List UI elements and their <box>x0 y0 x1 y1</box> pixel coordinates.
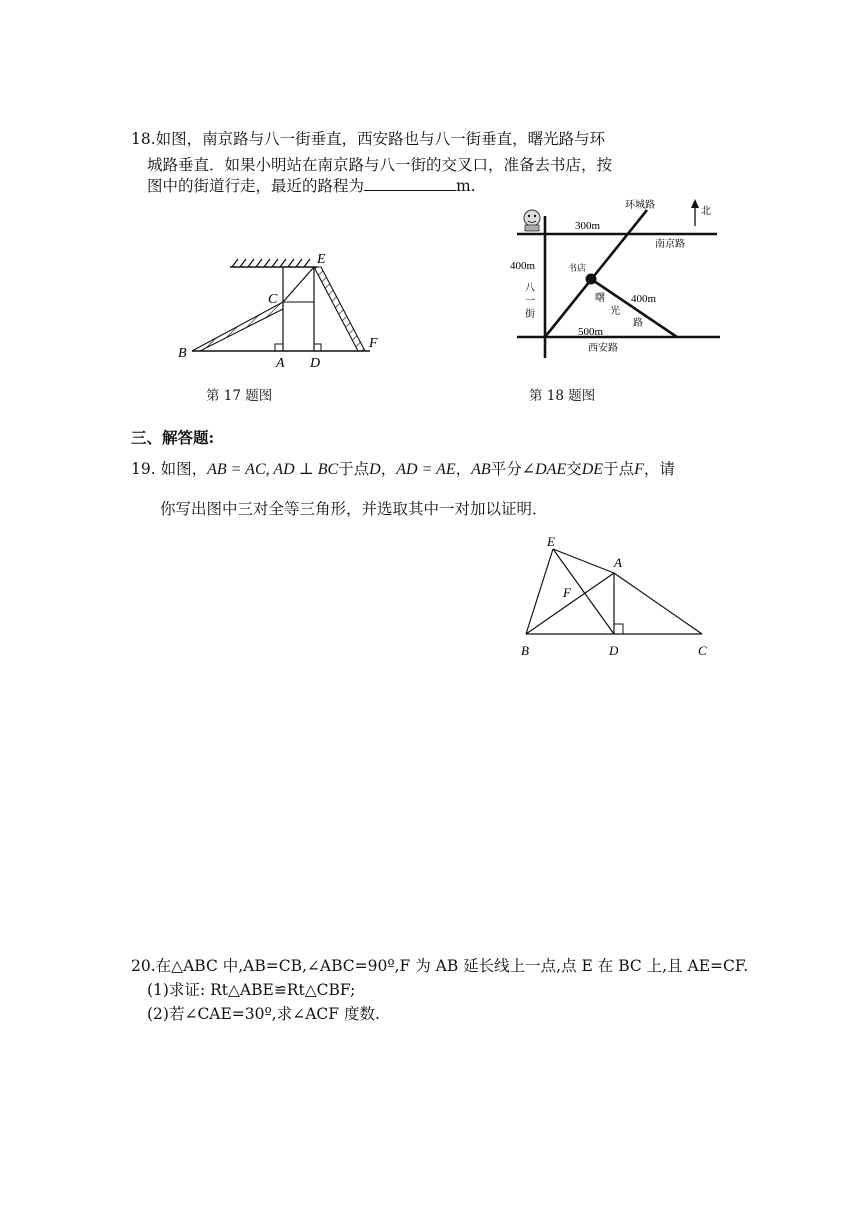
q18-line1: 18.如图，南京路与八一街垂直，西安路也与八一街垂直，曙光路与环 <box>131 130 606 148</box>
q19-math: AB <box>471 461 491 478</box>
q20-line2: (1)求证: Rt△ABE≌Rt△CBF; <box>147 981 356 999</box>
label-e: E <box>547 534 555 549</box>
label-e: E <box>317 252 326 267</box>
label-c: C <box>698 643 707 658</box>
label-shuguang-1: 曙 <box>595 293 605 304</box>
q18-line3-unit: m. <box>456 177 476 195</box>
q19-number: 19. <box>131 460 156 478</box>
label-bookstore: 书店 <box>568 263 587 273</box>
label-bayi-3: 街 <box>525 309 535 320</box>
figure-18-map <box>505 198 735 360</box>
right-angle-d <box>314 344 321 351</box>
q19-text: ， <box>380 460 397 478</box>
q19-line2: 你写出图中三对全等三角形，并选取其中一对加以证明． <box>160 500 548 518</box>
q19-math: F <box>634 461 644 478</box>
ladder-bc <box>192 302 283 351</box>
q19-text: 交 <box>566 460 582 478</box>
q19-text: ，请 <box>643 460 675 478</box>
label-c: C <box>268 292 278 307</box>
label-400m-left: 400m <box>510 260 536 272</box>
right-angle-d <box>614 624 623 634</box>
q18-line2: 城路垂直．如果小明站在南京路与八一街的交叉口，准备去书店，按 <box>147 156 613 174</box>
q19-text: 于点 <box>338 460 370 478</box>
label-f: F <box>369 336 378 351</box>
caption-fig18: 第 18 题图 <box>529 388 596 404</box>
bookstore-marker <box>586 274 597 285</box>
label-500m: 500m <box>578 326 604 338</box>
q18-line3-text: 图中的街道行走，最近的路程为 <box>147 177 365 195</box>
person-icon <box>524 210 540 231</box>
label-f: F <box>563 585 571 600</box>
label-shuguang-2: 光 <box>610 306 620 317</box>
label-north: 北 <box>701 206 711 217</box>
label-bayi-2: 一 <box>525 296 535 307</box>
label-a: A <box>276 356 285 371</box>
label-b: B <box>178 346 187 361</box>
q20-line1: 20.在△ABC 中,AB=CB,∠ABC=90º,F 为 AB 延长线上一点,点 E 在 BC 上,且 AE=CF. <box>131 957 749 975</box>
q19-text: 平分 <box>490 460 522 478</box>
figure-19 <box>510 533 720 663</box>
q19-math: ∠DAE <box>521 461 567 478</box>
label-nanjing-road: 南京路 <box>655 239 685 250</box>
label-d: D <box>609 643 619 658</box>
label-a: A <box>614 555 622 570</box>
label-shuguang-3: 路 <box>633 318 643 329</box>
segment-ab <box>526 573 614 634</box>
q19-text: ， <box>455 460 472 478</box>
segment-ac <box>614 573 702 634</box>
ceiling-hatching <box>232 259 310 267</box>
q19-line1 <box>131 458 675 481</box>
right-angle-a <box>275 344 283 351</box>
label-d: D <box>310 356 321 371</box>
label-ring-road: 环城路 <box>625 200 655 211</box>
section-heading: 三、解答题: <box>131 428 215 447</box>
q19-text: 如图， <box>160 460 208 478</box>
q19-math: AB = AC, AD ⊥ BC <box>207 461 339 478</box>
figure-17 <box>170 245 390 375</box>
segment-ce <box>283 267 314 302</box>
label-300m: 300m <box>575 220 601 232</box>
answer-blank <box>364 176 456 191</box>
q19-math: DE <box>581 461 604 478</box>
ladder-ef <box>314 267 365 351</box>
segment-be <box>526 549 553 634</box>
q18-line3 <box>147 175 476 197</box>
q20-line3: (2)若∠CAE=30º,求∠ACF 度数. <box>147 1005 380 1023</box>
label-xian-road: 西安路 <box>588 343 618 354</box>
q19-math: D <box>369 461 381 478</box>
q19-text: 于点 <box>603 460 635 478</box>
label-b: B <box>521 643 529 658</box>
label-bayi-1: 八 <box>525 283 535 294</box>
label-400m-right: 400m <box>631 293 657 305</box>
caption-fig17: 第 17 题图 <box>206 388 273 404</box>
q19-math: AD = AE <box>396 461 456 478</box>
